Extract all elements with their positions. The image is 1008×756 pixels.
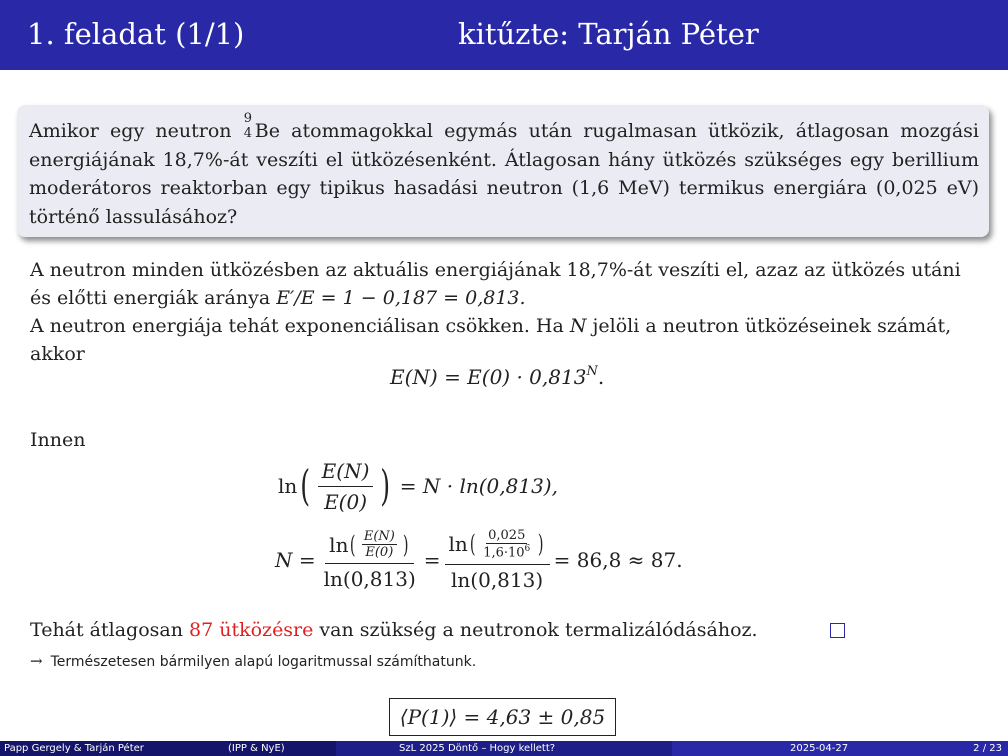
footer-affiliation: (IPP & NyE) [228,743,285,754]
answer-sentence [30,619,758,641]
eq3-f2-inner-den-exp: 6 [524,544,531,555]
isotope-symbol: Be [254,120,280,142]
isotope-mass: 9 [243,111,253,126]
eq3-f2-inner-num: 0,025 [488,528,526,544]
eq1-main: E(N) = E(0) · 0,813 [390,365,587,389]
eq1-end: . [597,365,605,389]
footer-authors: Papp Gergely & Tarján Péter [4,743,144,754]
eq3-fraction-2 [445,528,550,591]
eq3-f2-inner-den-base: 1,6·10 [483,545,525,561]
eq3-f2-paren-left: ( [469,530,476,559]
slide-title: 1. feladat (1/1) [27,17,245,51]
eq3-f1-paren-right: ) [402,530,409,559]
footer-date-segment [672,741,1008,756]
solution-paragraph-1 [30,256,975,312]
qed-square-icon [830,623,845,638]
footer-event: SzL 2025 Döntő – Hogy kellett? [399,743,556,754]
isotope-notation [243,111,255,141]
eq3-f1-numerator [325,529,414,564]
eq3-f1-inner-num: E(N) [363,529,395,544]
eq2-paren-left: ( [300,461,311,510]
eq2-denominator: E(0) [324,489,367,514]
result-value: ⟨P(1)⟩ = 4,63 ± 0,85 [399,705,606,729]
note-line [30,652,476,670]
answer-highlight: 87 ütközésre [189,619,314,641]
eq3-f1-paren-left: ( [350,530,356,559]
answer-text-a: Tehát átlagosan [30,619,190,641]
right-arrow-icon: → [30,652,43,670]
eq3-lhs: N = [275,548,316,572]
problem-statement [29,111,979,231]
isotope-charge: 4 [243,126,253,141]
p2-text-a: A neutron energiája tehát exponenciálisan csökken. Ha [30,315,570,337]
eq2-fraction [318,459,374,514]
eq3-equals: = [423,548,441,572]
eq3-f2-numerator [445,528,550,564]
eq2-ln: ln [278,474,298,498]
solution-paragraph-2 [30,312,975,368]
footer-date: 2025-04-27 [790,743,849,754]
footer-page-number: 2 / 23 [973,743,1002,754]
slide-author: kitűzte: Tarján Péter [458,17,759,51]
equation-solution [275,522,683,598]
eq3-result: = 86,8 ≈ 87. [553,548,683,572]
equation-exponential [390,364,604,389]
eq1-exponent: N [586,364,598,379]
eq3-f1-denominator: ln(0,813) [323,567,416,591]
innen-label: Innen [30,429,86,451]
eq3-f2-denominator: ln(0,813) [451,567,544,592]
eq3-f2-ln: ln [448,532,468,557]
eq3-f1-ln: ln [329,532,349,557]
eq2-rhs: = N · ln(0,813), [399,474,558,498]
p2-text-b: jelöli a neutron ütközéseinek számát, akkor [30,315,952,365]
footer-event-segment [336,741,672,756]
problem-text-end: atommagokkal egymás után rugalmasan ütközik, átlagosan mozgási energiájának 18,7%-át veszíti el ütközésenként. Átlagosan hány ütközés szükséges egy berillium moderátoros reaktorban egy tipikus hasadási neutron (1,6 MeV) termikus energiára (0,025 eV) történő lassulásához? [29,120,979,228]
eq3-fraction-1 [320,529,420,591]
p1-math: E′/E = 1 − 0,187 = 0,813. [276,287,526,309]
problem-text-start: Amikor egy neutron [29,120,243,142]
slide-footer [0,741,1008,756]
eq3-f2-inner [481,528,532,560]
eq2-paren-right: ) [380,461,391,510]
problem-box [17,105,989,237]
eq3-f1-inner-den: E(0) [365,545,394,560]
p1-text: A neutron minden ütközésben az aktuális energiájának 18,7%-át veszíti el, azaz az ütközés utáni és előtti energiák aránya [30,259,961,309]
result-box [389,698,616,736]
eq3-f2-inner-den [481,544,532,560]
answer-text-b: van szükség a neutronok termalizálódásához. [313,619,758,641]
slide-header [0,0,1008,70]
footer-authors-segment [0,741,336,756]
eq2-numerator: E(N) [318,459,374,487]
note-text: Természetesen bármilyen alapú logaritmussal számíthatunk. [50,654,477,670]
eq3-f2-paren-right: ) [538,530,544,559]
eq3-f1-inner [362,529,397,560]
p2-var: N [569,315,587,337]
equation-log [278,455,558,517]
